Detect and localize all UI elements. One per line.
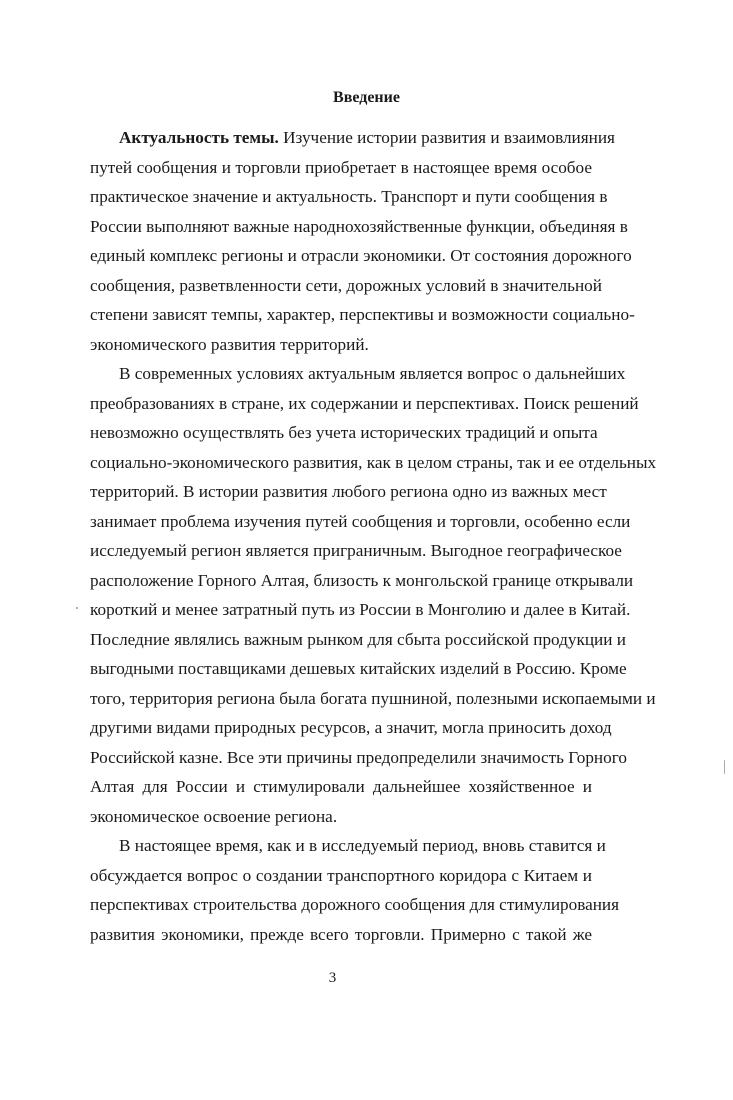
text-line (90, 861, 592, 891)
line-text: обсуждается вопрос о создании транспортного коридора с Китаем и (90, 865, 592, 885)
line-text: того, территория региона была богата пушниной, полезными ископаемыми и (90, 688, 656, 708)
line-text: экономического развития территорий. (90, 334, 369, 354)
text-line (90, 654, 627, 684)
line-text: занимает проблема изучения путей сообщения и торговли, особенно если (90, 511, 631, 531)
text-line (90, 802, 592, 832)
paragraph (90, 359, 657, 831)
text-line (90, 448, 657, 478)
line-text: развития экономики, прежде всего торговли. Примерно с такой же (90, 924, 592, 944)
line-text: Последние являлись важным рынком для сбыта российской продукции и (90, 629, 626, 649)
text-line (90, 241, 632, 271)
text-line (90, 153, 592, 183)
text-line (90, 507, 631, 537)
line-text: степени зависят темпы, характер, перспективы и возможности социально- (90, 305, 635, 324)
line-text: расположение Горного Алтая, близость к монгольской границе открывали (90, 570, 634, 590)
lead-heading: Актуальность темы. (119, 128, 279, 147)
text-line (90, 890, 620, 920)
text-line (90, 359, 626, 389)
line-text: преобразованиях в стране, их содержании и перспективах. Поиск решений (90, 393, 639, 413)
text-line (90, 831, 606, 861)
line-text: невозможно осуществлять без учета исторических традиций и опыта (90, 423, 598, 442)
text-line (90, 743, 627, 773)
line-text: Российской казне. Все эти причины предопределили значимость Горного (90, 747, 627, 767)
line-text: исследуемый регион является приграничным. Выгодное географическое (90, 541, 622, 560)
text-line (90, 566, 634, 596)
line-text: другими видами природных ресурсов, а значит, могла приносить доход (90, 718, 612, 737)
line-text: В настоящее время, как и в исследуемый период, вновь ставится и (119, 836, 606, 855)
page-number: 3 (328, 970, 337, 986)
line-text: Изучение истории развития и взаимовлияния (278, 128, 615, 147)
line-text: социально-экономического развития, как в целом страны, так и ее отдельных (90, 452, 657, 472)
text-line (90, 300, 635, 330)
line-text: экономическое освоение региона. (90, 806, 338, 826)
text-line (90, 477, 607, 507)
line-text: сообщения, разветвленности сети, дорожных условий в значительной (90, 275, 602, 295)
text-line (90, 595, 631, 625)
text-line (90, 182, 608, 212)
line-text: территорий. В истории развития любого региона одно из важных мест (90, 482, 607, 501)
text-line (90, 772, 592, 802)
line-text: Алтая для России и стимулировали дальнейшее хозяйственное и (90, 777, 592, 796)
line-text: путей сообщения и торговли приобретает в настоящее время особое (90, 157, 592, 177)
line-text: России выполняют важные народнохозяйственные функции, объединяя в (90, 216, 628, 236)
text-line (90, 123, 615, 153)
text-line (90, 389, 639, 419)
text-line (90, 684, 656, 714)
text-line (90, 920, 592, 950)
paragraph (90, 123, 635, 359)
line-text: перспективах строительства дорожного сообщения для стимулирования (90, 895, 620, 914)
text-line (90, 536, 622, 566)
text-line (90, 713, 612, 743)
line-text: практическое значение и актуальность. Транспорт и пути сообщения в (90, 187, 608, 206)
text-line (90, 271, 602, 301)
text-line (90, 625, 626, 655)
text-line (90, 212, 628, 242)
line-text: выгодными поставщиками дешевых китайских изделий в Россию. Кроме (90, 659, 627, 678)
document-body (90, 123, 657, 949)
line-text: короткий и менее затратный путь из России в Монголию и далее в Китай. (90, 600, 631, 619)
paragraph (90, 831, 620, 949)
scan-speck (724, 760, 728, 774)
text-line (90, 330, 592, 360)
line-text: В современных условиях актуальным является вопрос о дальнейших (119, 364, 626, 383)
scan-speck (76, 607, 78, 609)
text-line (90, 418, 598, 448)
line-text: единый комплекс регионы и отрасли экономики. От состояния дорожного (90, 246, 632, 265)
section-title: Введение (333, 89, 400, 106)
